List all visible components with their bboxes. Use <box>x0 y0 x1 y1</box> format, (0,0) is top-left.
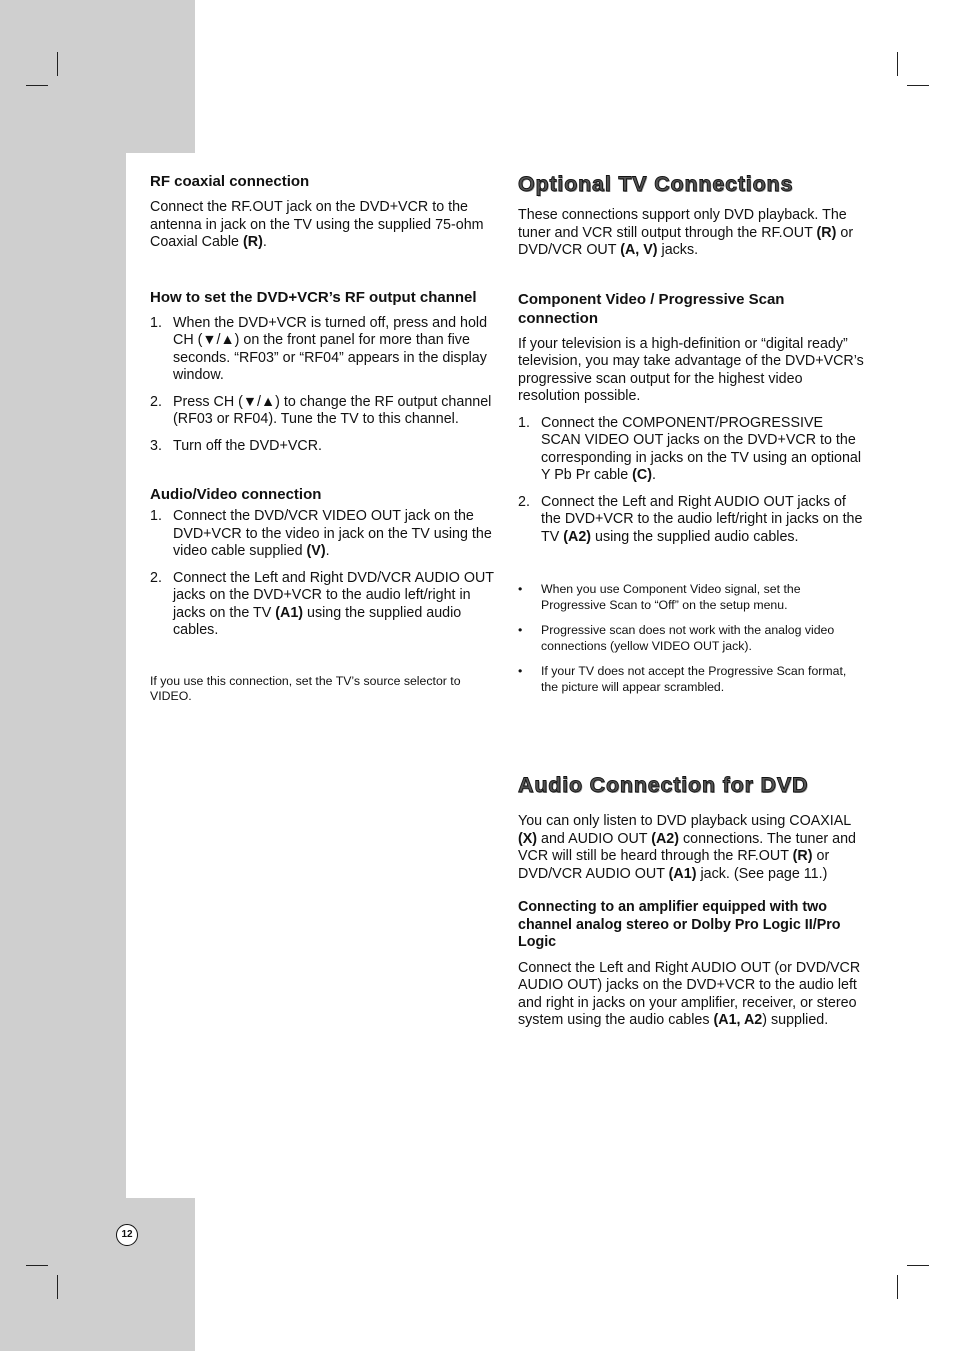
body-label: (R) <box>816 224 837 241</box>
body-label: (X) <box>518 830 538 847</box>
body-text: or DVD/VCR AUDIO OUT <box>518 848 830 882</box>
step-text: Connect the COMPONENT/PROGRESSIVE SCAN VIDEO OUT jacks on the DVD+VCR to the corresponding in jacks on the TV using an optional Y Pb Pr cable <box>541 414 862 483</box>
body-text: or DVD/VCR OUT <box>518 224 854 258</box>
rf-output-heading: How to set the DVD+VCR’s RF output channel <box>150 288 477 306</box>
bullet: • <box>518 582 523 596</box>
step-text: Turn off the DVD+VCR. <box>173 437 322 454</box>
body-label: (R) <box>792 848 813 864</box>
margin-band-bottom <box>0 1198 195 1351</box>
margin-band-top <box>0 0 195 153</box>
body-label: (A, V) <box>620 242 658 258</box>
crop-mark <box>907 1265 929 1266</box>
step-number: 1. <box>150 508 162 524</box>
bullet: • <box>518 664 523 678</box>
av-note: If you use this connection, set the TV’s source selector to VIDEO. <box>150 673 461 703</box>
step-text-end: . <box>325 543 330 559</box>
body-text: and AUDIO OUT <box>537 830 652 847</box>
crop-mark <box>57 1275 58 1299</box>
left-column <box>150 172 498 705</box>
component-steps <box>518 415 866 547</box>
rf-output-steps <box>150 315 498 456</box>
step-number: 2. <box>518 493 530 510</box>
list-item <box>150 508 498 561</box>
crop-mark <box>897 1275 898 1299</box>
step-label: (A2) <box>563 528 592 545</box>
rf-body-text: Connect the RF.OUT jack on the DVD+VCR to the antenna in jack on the TV using the supplied 75-ohm Coaxial Cable <box>150 199 484 250</box>
component-notes <box>518 582 866 695</box>
step-number: 2. <box>150 569 162 586</box>
step-text: Press CH (▼/▲) to change the RF output channel (RF03 or RF04). Tune the TV to this channel. <box>173 393 492 427</box>
note-text: When you use Component Video signal, set the Progressive Scan to “Off” on the setup menu. <box>541 582 801 612</box>
note-text: Progressive scan does not work with the analog video connections (yellow VIDEO OUT jack). <box>541 623 835 653</box>
list-item <box>518 494 866 547</box>
step-text: When the DVD+VCR is turned off, press and hold CH (▼/▲) on the front panel for more than five seconds. “RF03” or “RF04” appears in the display window. <box>173 314 488 383</box>
crop-mark <box>907 85 929 86</box>
step-text-end: using the supplied audio cables. <box>173 604 462 638</box>
step-label: (V) <box>306 543 326 559</box>
step-text-end: . <box>652 467 656 483</box>
step-number: 1. <box>518 414 530 431</box>
body-text: jack. (See page 11.) <box>696 865 828 882</box>
list-item <box>518 664 866 695</box>
optional-tv-body <box>518 207 866 260</box>
list-item <box>150 438 498 456</box>
crop-mark <box>57 52 58 76</box>
av-steps <box>150 508 498 640</box>
rf-body-end: . <box>262 234 267 250</box>
right-column <box>518 170 866 1030</box>
crop-mark <box>26 85 48 86</box>
component-intro: If your television is a high-definition or “digital ready” television, you may take advantage of the DVD+VCR’s progressive scan output for the highest video resolution possible. <box>518 335 864 404</box>
list-item <box>150 315 498 385</box>
body-text: You can only listen to DVD playback using COAXIAL <box>518 813 851 829</box>
step-text: Connect the Left and Right DVD/VCR AUDIO OUT jacks on the DVD+VCR to the audio left/right in jacks on the TV <box>173 569 494 621</box>
list-item <box>518 623 866 654</box>
rf-coaxial-body <box>150 199 498 252</box>
body-text: ) supplied. <box>762 1012 829 1028</box>
step-label: (A1) <box>275 604 304 621</box>
list-item <box>518 582 866 613</box>
step-number: 2. <box>150 393 162 410</box>
step-number: 3. <box>150 437 162 454</box>
body-text: jacks. <box>657 242 699 258</box>
audio-dvd-body <box>518 813 866 883</box>
note-text: If your TV does not accept the Progressive Scan format, the picture will appear scrambled. <box>541 664 847 694</box>
step-number: 1. <box>150 314 162 331</box>
margin-band-left <box>0 153 126 1198</box>
av-heading: Audio/Video connection <box>150 486 322 503</box>
crop-mark <box>897 52 898 76</box>
amplifier-body <box>518 960 866 1030</box>
component-heading: Component Video / Progressive Scan connection <box>518 290 785 327</box>
rf-body-label: (R) <box>242 234 263 250</box>
step-text: Connect the Left and Right AUDIO OUT jacks of the DVD+VCR to the audio left/right in jacks on the TV <box>541 493 863 545</box>
optional-tv-title: Optional TV Connections <box>518 172 794 196</box>
body-label: (A1, A2 <box>713 1012 763 1028</box>
step-label: (C) <box>632 467 652 483</box>
body-label: (A1) <box>668 865 697 882</box>
amplifier-heading: Connecting to an amplifier equipped with two channel analog stereo or Dolby Pro Logic II/Pro Logic <box>518 899 841 950</box>
body-text: connections. The tuner and VCR will still be heard through the RF.OUT <box>518 830 857 864</box>
list-item <box>150 394 498 429</box>
rf-coaxial-heading: RF coaxial connection <box>150 173 310 190</box>
body-label: (A2) <box>651 830 680 847</box>
list-item <box>518 415 866 485</box>
bullet: • <box>518 623 523 637</box>
step-text: Connect the DVD/VCR VIDEO OUT jack on the DVD+VCR to the video in jack on the TV using the video cable supplied <box>173 508 492 559</box>
crop-mark <box>26 1265 48 1266</box>
step-text-end: using the supplied audio cables. <box>591 528 799 545</box>
body-text: These connections support only DVD playback. The tuner and VCR still output through the RF.OUT <box>518 207 847 241</box>
page-number: 12 <box>116 1224 138 1246</box>
body-text: Connect the Left and Right AUDIO OUT (or DVD/VCR AUDIO OUT) jacks on the DVD+VCR to the audio left and right in jacks on your amplifier, receiver, or stereo system using the audio cables <box>518 959 861 1028</box>
list-item <box>150 570 498 640</box>
audio-dvd-title: Audio Connection for DVD <box>518 773 809 797</box>
